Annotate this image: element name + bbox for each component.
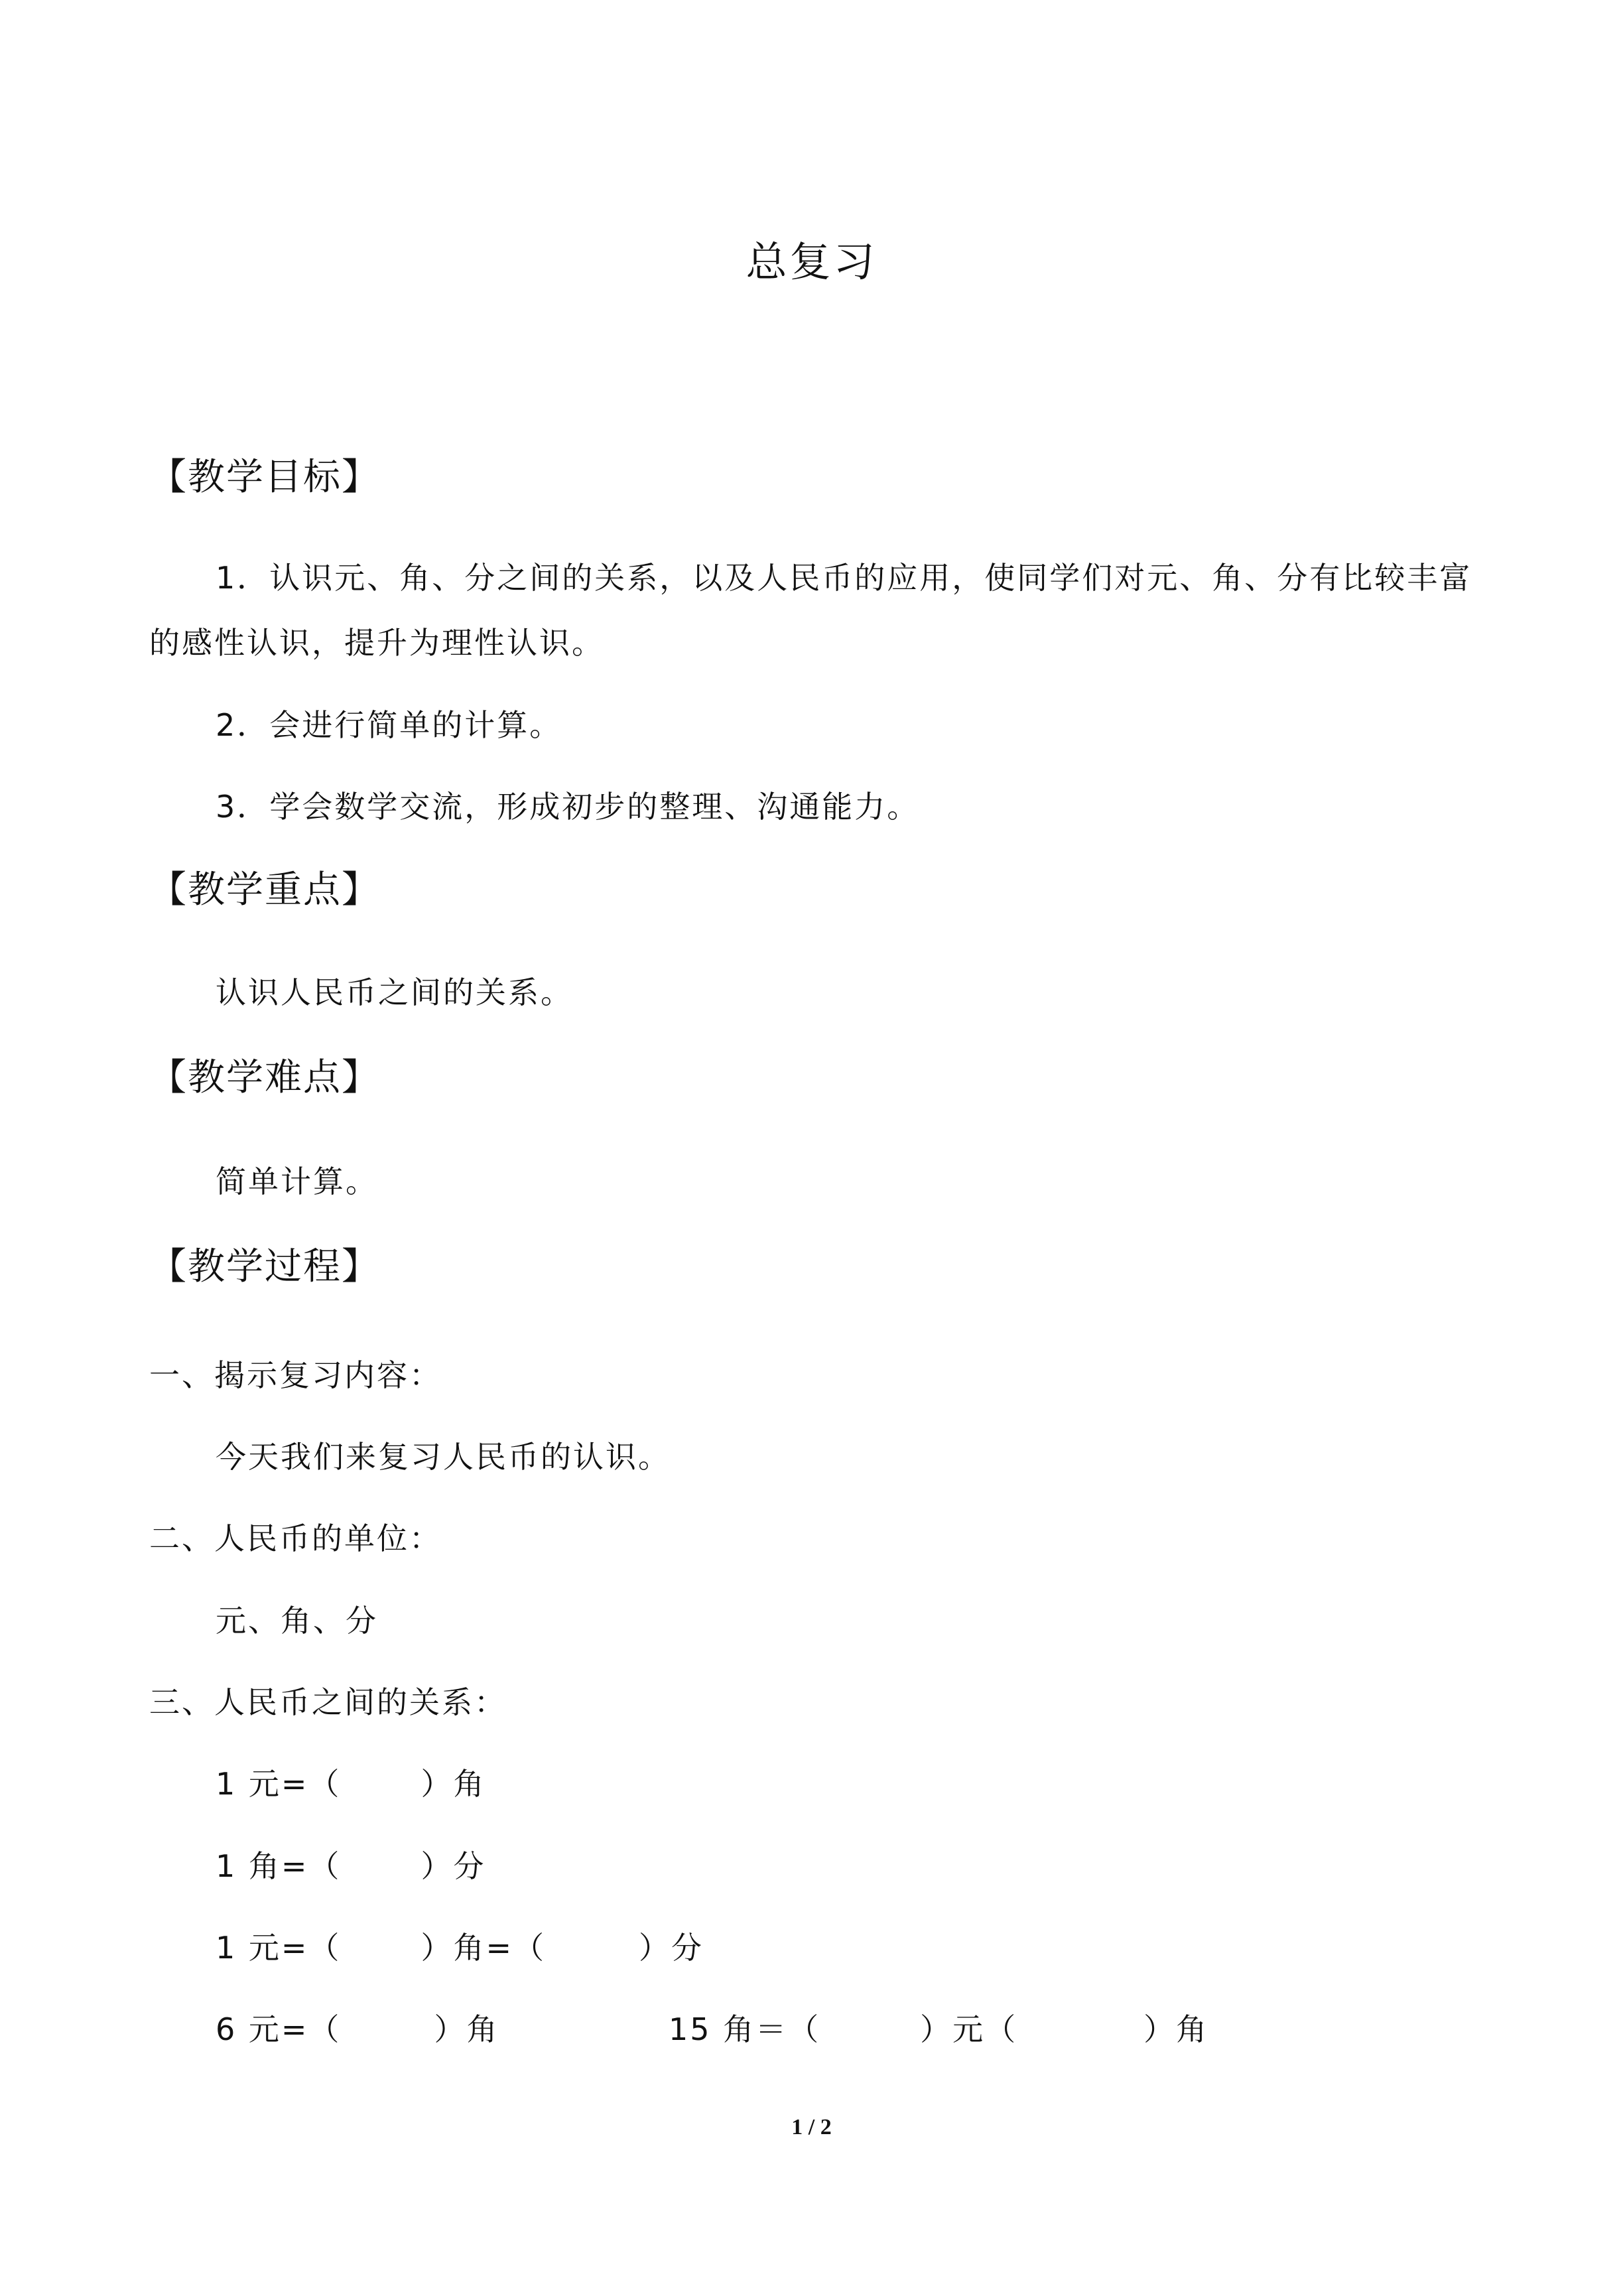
exercise-text: ）角 xyxy=(1143,2011,1209,2047)
exercise-text: 1 元=（ xyxy=(216,1930,342,1966)
exercise-text: 15 角＝（ xyxy=(669,2011,821,2047)
goal-item-2: 2．会进行简单的计算。 xyxy=(216,707,562,743)
exercise-text: ）元（ xyxy=(920,2011,1018,2047)
process-part1-title: 一、揭示复习内容： xyxy=(149,1357,442,1393)
difficulties-text: 简单计算。 xyxy=(216,1164,378,1199)
heading-key-points: 【教学重点】 xyxy=(149,868,380,912)
exercise-yuan-to-jiao-fen xyxy=(216,1924,704,1968)
exercise-text: ）分 xyxy=(421,1848,486,1884)
process-part2-title: 二、人民币的单位： xyxy=(149,1520,442,1556)
exercise-yuan-to-jiao xyxy=(216,1760,486,1804)
exercise-six-yuan xyxy=(216,2005,499,2049)
exercise-fifteen-jiao xyxy=(669,2005,1208,2049)
heading-teaching-goals: 【教学目标】 xyxy=(149,456,380,499)
exercise-text: ）角 xyxy=(421,1766,486,1802)
exercise-text: ）分 xyxy=(638,1930,704,1966)
exercise-text: 6 元=（ xyxy=(216,2011,342,2047)
exercise-text: ）角=（ xyxy=(421,1930,546,1966)
exercise-text: ）角 xyxy=(434,2011,499,2047)
key-points-text: 认识人民币之间的关系。 xyxy=(216,975,573,1010)
process-part1-text: 今天我们来复习人民币的认识。 xyxy=(216,1439,671,1475)
exercise-text: 1 元=（ xyxy=(216,1766,342,1802)
heading-teaching-process: 【教学过程】 xyxy=(149,1245,380,1288)
exercise-text: 1 角=（ xyxy=(216,1848,342,1884)
goal-item-1-continued: 的感性认识，提升为理性认识。 xyxy=(149,625,604,661)
goal-item-1: 1．认识元、角、分之间的关系，以及人民币的应用，使同学们对元、角、分有比较丰富 xyxy=(216,560,1472,596)
heading-difficulties: 【教学难点】 xyxy=(149,1056,380,1099)
page-number: 1 / 2 xyxy=(791,2115,832,2139)
goal-item-3: 3．学会数学交流，形成初步的整理、沟通能力。 xyxy=(216,789,920,825)
process-part2-text: 元、角、分 xyxy=(216,1603,378,1639)
document-title: 总复习 xyxy=(746,237,877,286)
process-part3-title: 三、人民币之间的关系： xyxy=(149,1684,507,1720)
exercise-jiao-to-fen xyxy=(216,1842,486,1886)
